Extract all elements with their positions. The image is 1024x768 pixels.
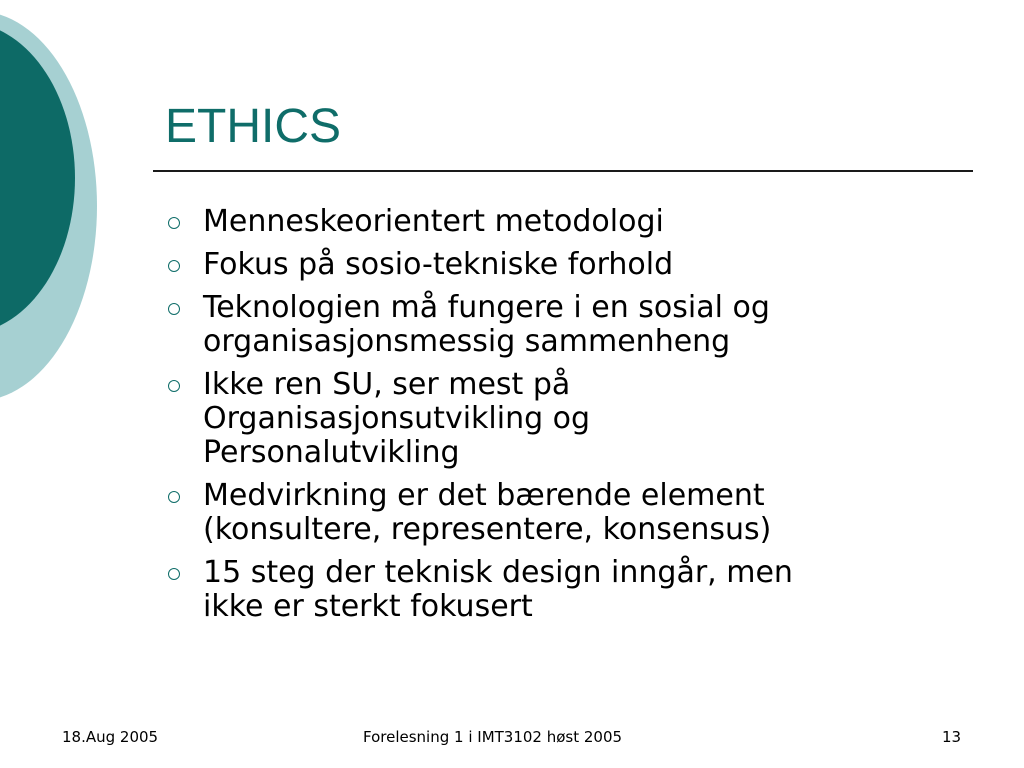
hollow-circle-bullet-icon [168,217,180,229]
bullet-text: Fokus på sosio-tekniske forhold [203,247,674,282]
bullet-text: Menneskeorientert metodologi [203,204,664,239]
bullet-text-line: Medvirkning er det bærende element [203,478,765,513]
bullet-text-line: Organisasjonsutvikling og [203,401,591,436]
bullet-item [162,556,922,624]
title-divider [153,170,973,172]
hollow-circle-bullet-icon [168,491,180,503]
bullet-item [162,291,922,359]
bullet-item [162,368,922,470]
hollow-circle-bullet-icon [168,380,180,392]
bullet-item [162,479,922,547]
slide-number: 13 [942,728,962,746]
footer-course-title: Forelesning 1 i IMT3102 høst 2005 [363,728,623,746]
hollow-circle-bullet-icon [168,568,180,580]
bullet-text-line: (konsultere, representere, konsensus) [203,512,772,547]
footer-date: 18.Aug 2005 [62,728,159,746]
bullet-list [162,205,922,633]
bullet-text-line: ikke er sterkt fokusert [203,589,533,624]
bullet-text-line: Teknologien må fungere i en sosial og [203,290,770,325]
bullet-text-line: 15 steg der teknisk design inngår, men [203,555,793,590]
bullet-item [162,248,922,282]
bullet-text-line: organisasjonsmessig sammenheng [203,324,731,359]
bullet-text-line: Ikke ren SU, ser mest på [203,367,571,402]
hollow-circle-bullet-icon [168,260,180,272]
bullet-item [162,205,922,239]
bullet-text-line: Personalutvikling [203,435,460,470]
slide-title: ETHICS [165,100,342,153]
hollow-circle-bullet-icon [168,303,180,315]
